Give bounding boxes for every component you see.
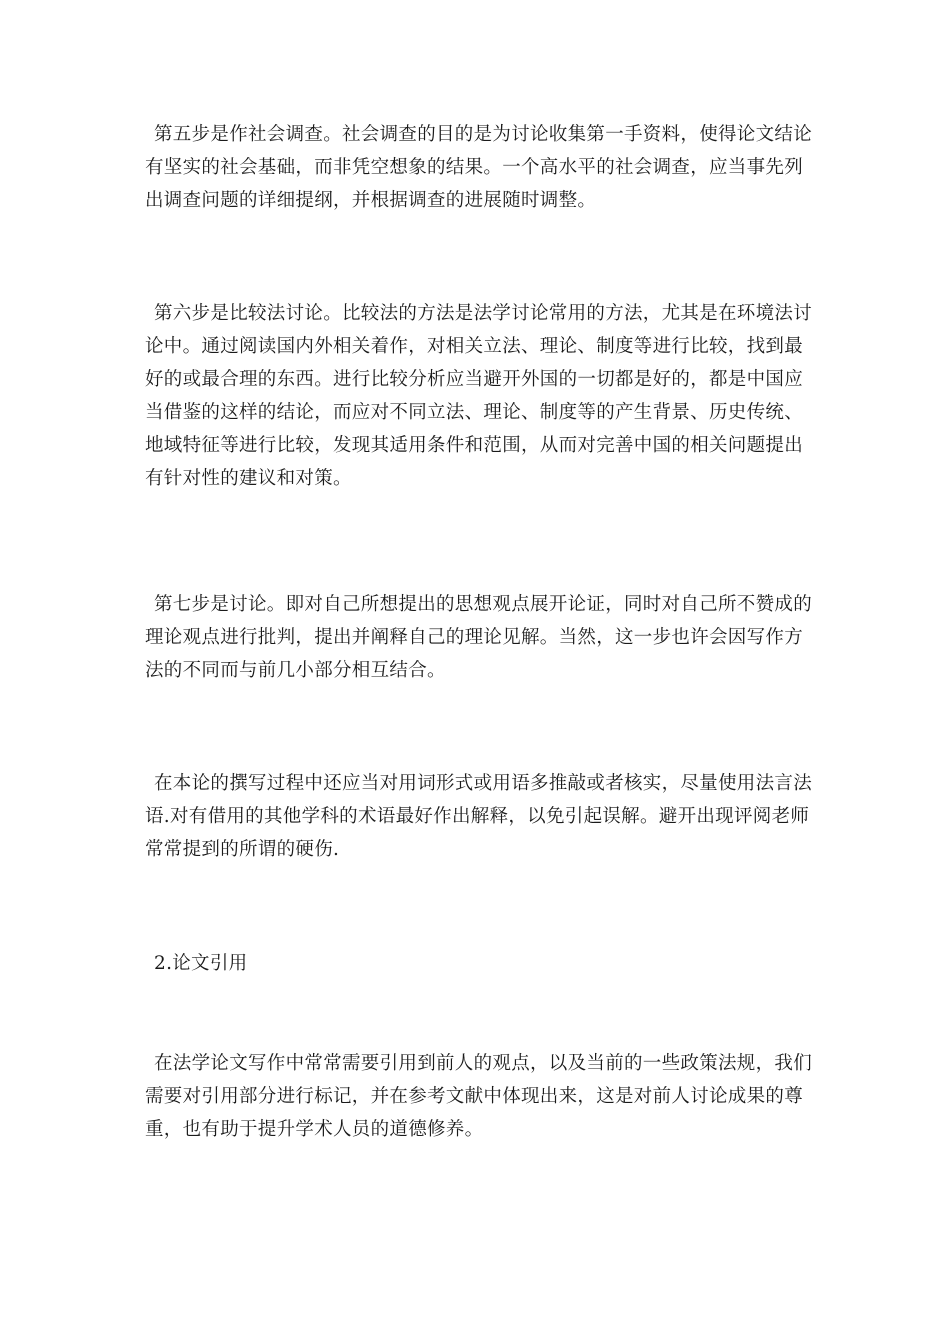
paragraph-text: 第六步是比较法讨论。比较法的方法是法学讨论常用的方法，尤其是在环境法讨论中。通过阅读国内外相关着作，对相关立法、理论、制度等进行比较，找到最好的或最合理的东西。进行比较分析应当避开外国的一切都是好的，都是中国应当借鉴的这样的结论，而应对不同立法、理论、制度等的产生背景、历史传统、地域特征等进行比较，发现其适用条件和范围，从而对完善中国的相关问题提出有针对性的建议和对策。 <box>145 303 813 489</box>
paragraph-citation <box>145 1047 813 1146</box>
paragraph-step-six <box>145 297 813 495</box>
paragraph-step-five <box>145 118 813 217</box>
heading-text: 2.论文引用 <box>154 953 248 974</box>
paragraph-text: 在法学论文写作中常常需要引用到前人的观点，以及当前的一些政策法规，我们需要对引用部分进行标记，并在参考文献中体现出来，这是对前人讨论成果的尊重，也有助于提升学术人员的道德修养。 <box>145 1053 813 1140</box>
paragraph-text: 第七步是讨论。即对自己所想提出的思想观点展开论证，同时对自己所不赞成的理论观点进行批判，提出并阐释自己的理论见解。当然，这一步也许会因写作方法的不同而与前几小部分相互结合。 <box>145 594 813 681</box>
paragraph-text: 第五步是作社会调查。社会调查的目的是为讨论收集第一手资料，使得论文结论有坚实的社会基础，而非凭空想象的结果。一个高水平的社会调查，应当事先列出调查问题的详细提纲，并根据调查的进展随时调整。 <box>145 124 813 211</box>
paragraph-step-seven <box>145 588 813 687</box>
paragraph-text: 在本论的撰写过程中还应当对用词形式或用语多推敲或者核实，尽量使用法言法语.对有借用的其他学科的术语最好作出解释，以免引起误解。避开出现评阅老师常常提到的所谓的硬伤. <box>145 773 813 860</box>
section-heading-citation <box>145 947 813 980</box>
paragraph-wording-note <box>145 767 813 866</box>
